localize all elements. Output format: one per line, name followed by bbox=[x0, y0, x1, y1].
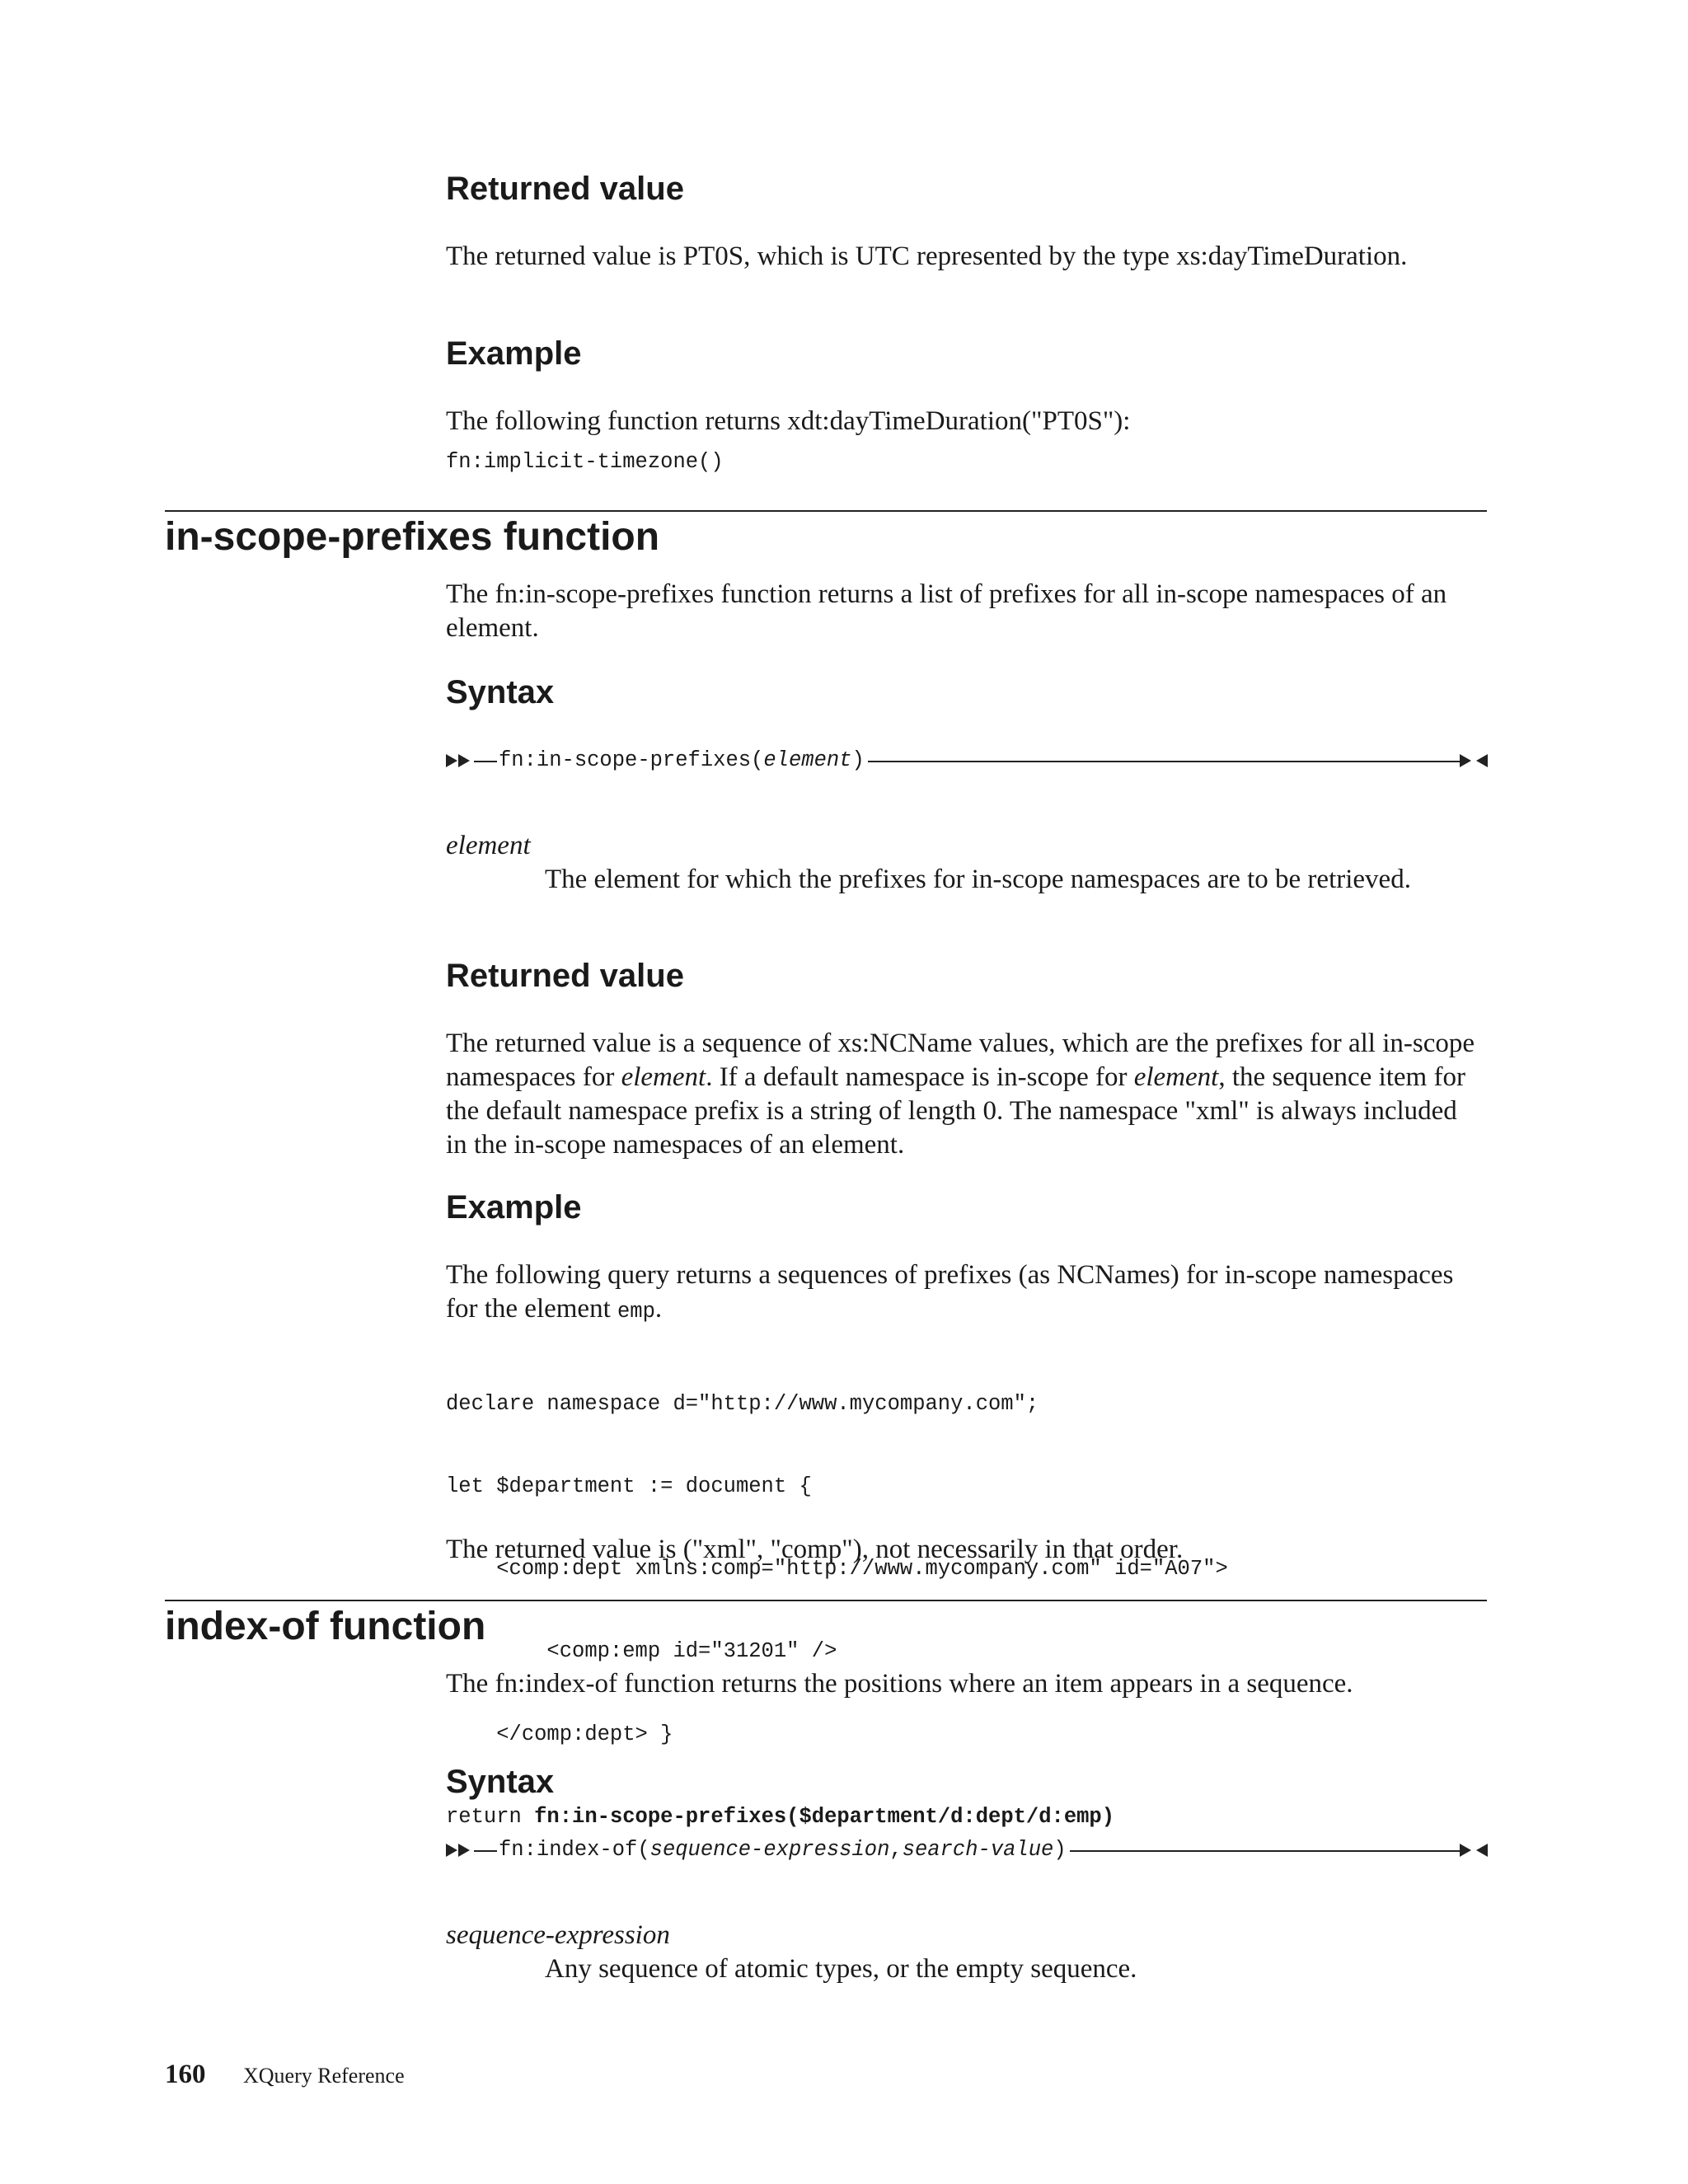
text-span: , the sequence item for the default namespace prefix is a string of length 0. The namespace "xml" is always included in the in-scope namespaces of an element. bbox=[446, 1062, 1465, 1160]
inline-code: emp bbox=[617, 1300, 655, 1324]
text-span: . bbox=[654, 1294, 663, 1324]
returned-value-text bbox=[446, 1027, 1484, 1162]
text-span: . If a default namespace is in-scope for bbox=[706, 1062, 1134, 1092]
result-text: The returned value is ("xml", "comp"), not necessarily in that order. bbox=[446, 1535, 1184, 1564]
syntax-argument: sequence-expression bbox=[649, 1838, 890, 1862]
code-line: <comp:emp id="31201" /> bbox=[446, 1639, 837, 1664]
syntax-heading: Syntax bbox=[446, 674, 555, 710]
example-heading: Example bbox=[446, 1189, 582, 1226]
syntax-argument: element bbox=[763, 748, 852, 772]
syntax-function-name: fn:index-of( bbox=[499, 1838, 650, 1862]
syntax-end-arrows-icon bbox=[1460, 752, 1488, 769]
section-divider bbox=[165, 1600, 1487, 1601]
code-line: let $department := document { bbox=[446, 1474, 812, 1499]
param-name: element bbox=[446, 831, 531, 860]
syntax-tail-line bbox=[1070, 1850, 1460, 1852]
syntax-heading: Syntax bbox=[446, 1764, 555, 1800]
index-of-intro: The fn:index-of function returns the positions where an item appears in a sequence. bbox=[446, 1669, 1353, 1699]
syntax-function-name: fn:in-scope-prefixes( bbox=[499, 748, 764, 772]
syntax-end-arrows-icon bbox=[1460, 1842, 1488, 1858]
code-line: </comp:dept> } bbox=[446, 1722, 673, 1746]
code-line: <comp:dept xmlns:comp="http://www.mycompany.com" id="A07"> bbox=[446, 1557, 1228, 1582]
section-divider bbox=[165, 510, 1487, 512]
code-line-return bbox=[446, 1803, 1228, 1830]
syntax-start-arrows-icon bbox=[446, 752, 474, 769]
example-heading: Example bbox=[446, 335, 582, 372]
example-code-block bbox=[446, 1335, 1228, 1886]
syntax-start-arrows-icon bbox=[446, 1842, 474, 1858]
footer-book-title: XQuery Reference bbox=[243, 2064, 405, 2088]
param-name: sequence-expression bbox=[446, 1920, 670, 1950]
syntax-diagram bbox=[446, 1835, 1488, 1865]
returned-value-heading: Returned value bbox=[446, 171, 684, 207]
example-text bbox=[446, 1258, 1484, 1329]
syntax-expression bbox=[499, 746, 865, 776]
syntax-lead-line bbox=[474, 1850, 497, 1852]
code-bold-call: fn:in-scope-prefixes($department/d:dept/d:emp) bbox=[534, 1804, 1115, 1829]
syntax-comma: , bbox=[889, 1838, 903, 1862]
syntax-diagram bbox=[446, 746, 1488, 776]
code-line: declare namespace d="http://www.mycompany.com"; bbox=[446, 1391, 1039, 1416]
returned-value-heading: Returned value bbox=[446, 958, 684, 994]
page-number: 160 bbox=[165, 2060, 206, 2089]
syntax-tail-line bbox=[868, 761, 1460, 762]
example-code: fn:implicit-timezone() bbox=[446, 450, 724, 474]
example-text: The following function returns xdt:dayTimeDuration("PT0S"): bbox=[446, 406, 1131, 436]
in-scope-prefixes-intro: The fn:in-scope-prefixes function returns a list of prefixes for all in-scope namespaces of an element. bbox=[446, 579, 1447, 643]
syntax-close-paren: ) bbox=[851, 748, 865, 772]
param-description: The element for which the prefixes for in-scope namespaces are to be retrieved. bbox=[545, 865, 1411, 894]
syntax-lead-line bbox=[474, 761, 497, 762]
text-span: The returned value is a sequence of xs:NCName values, which are the prefixes for all in-scope namespaces for bbox=[446, 1029, 1475, 1092]
param-description: Any sequence of atomic types, or the empty sequence. bbox=[545, 1954, 1137, 1984]
syntax-argument: search-value bbox=[902, 1838, 1054, 1862]
syntax-close-paren: ) bbox=[1053, 1838, 1067, 1862]
returned-value-text: The returned value is PT0S, which is UTC represented by the type xs:dayTimeDuration. bbox=[446, 241, 1408, 271]
emphasis: element bbox=[1133, 1062, 1219, 1092]
in-scope-prefixes-title: in-scope-prefixes function bbox=[165, 515, 660, 559]
code-keyword: return bbox=[446, 1804, 535, 1829]
emphasis: element bbox=[621, 1062, 706, 1092]
syntax-expression bbox=[499, 1835, 1067, 1865]
text-span: The following query returns a sequences of prefixes (as NCNames) for in-scope namespaces for the element bbox=[446, 1260, 1454, 1324]
index-of-title: index-of function bbox=[165, 1605, 486, 1648]
